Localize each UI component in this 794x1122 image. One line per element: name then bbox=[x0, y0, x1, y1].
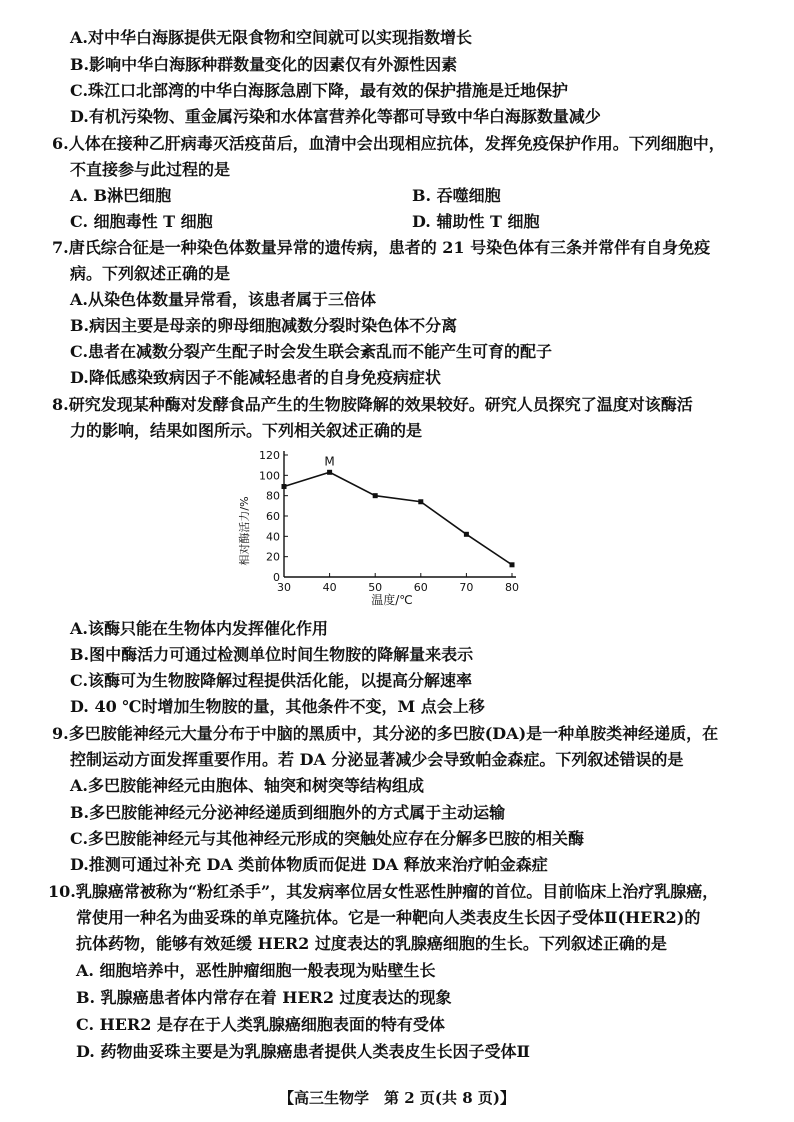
q10-option-a: A. 细胞培养中，恶性肿瘤细胞一般表现为贴壁生长 bbox=[76, 961, 436, 980]
data-point bbox=[373, 493, 378, 498]
y-tick-label: 0 bbox=[273, 571, 280, 584]
series-line bbox=[284, 472, 512, 565]
q7-option-b: B.病因主要是母亲的卵母细胞减数分裂时染色体不分离 bbox=[70, 316, 458, 335]
y-axis-label: 相对酶活力/% bbox=[238, 496, 251, 566]
x-tick-label: 60 bbox=[413, 581, 428, 594]
x-tick-label: 70 bbox=[459, 581, 474, 594]
enzyme-activity-chart bbox=[238, 445, 538, 610]
q10-option-c: C. HER2 是存在于人类乳腺癌细胞表面的特有受体 bbox=[76, 1015, 445, 1034]
q5-option-b: B.影响中华白海豚种群数量变化的因素仅有外源性因素 bbox=[70, 55, 458, 74]
y-tick-label: 40 bbox=[266, 530, 280, 544]
q9-option-b: B.多巴胺能神经元分泌神经递质到细胞外的方式属于主动运输 bbox=[70, 803, 506, 822]
q8-stem-line-1: 8.研究发现某种酶对发酵食品产生的生物胺降解的效果较好。研究人员探究了温度对该酶活 bbox=[52, 395, 693, 414]
y-tick-label: 100 bbox=[259, 469, 280, 483]
q7-option-c: C.患者在减数分裂产生配子时会发生联会紊乱而不能产生可育的配子 bbox=[70, 342, 553, 361]
q10-stem-line-3: 抗体药物，能够有效延缓 HER2 过度表达的乳腺癌细胞的生长。下列叙述正确的是 bbox=[76, 934, 667, 953]
q9-option-a: A.多巴胺能神经元由胞体、轴突和树突等结构组成 bbox=[70, 776, 424, 795]
q7-stem-line-2: 病。下列叙述正确的是 bbox=[70, 264, 231, 283]
page-footer: 【高三生物学 第 2 页(共 8 页)】 bbox=[279, 1089, 515, 1107]
data-point bbox=[464, 532, 469, 537]
x-tick-label: 50 bbox=[368, 581, 383, 594]
q6-option-c: C. 细胞毒性 T 细胞 bbox=[70, 212, 213, 231]
x-tick-label: 40 bbox=[322, 581, 337, 594]
chart-points bbox=[282, 470, 515, 568]
data-point bbox=[418, 499, 423, 504]
q7-option-d: D.降低感染致病因子不能减轻患者的自身免疫病症状 bbox=[70, 368, 441, 387]
q6-option-b: B. 吞噬细胞 bbox=[412, 186, 501, 205]
y-tick-label: 80 bbox=[266, 489, 280, 503]
q9-stem-line-1: 9.多巴胺能神经元大量分布于中脑的黑质中，其分泌的多巴胺(DA)是一种单胺类神经递质，在 bbox=[52, 724, 719, 743]
y-tick-label: 60 bbox=[266, 510, 280, 523]
q6-option-a: A. B淋巴细胞 bbox=[70, 186, 172, 205]
data-point bbox=[282, 484, 287, 489]
annotation-m-label: M bbox=[324, 454, 335, 469]
q8-option-d: D. 40 ℃时增加生物胺的量，其他条件不变，M 点会上移 bbox=[70, 697, 485, 716]
x-tick-label: 30 bbox=[277, 581, 291, 594]
q6-option-d: D. 辅助性 T 细胞 bbox=[412, 212, 540, 231]
x-axis-label: 温度/℃ bbox=[371, 593, 413, 607]
q9-stem-line-2: 控制运动方面发挥重要作用。若 DA 分泌显著减少会导致帕金森症。下列叙述错误的是 bbox=[70, 750, 684, 769]
q5-option-c: C.珠江口北部湾的中华白海豚急剧下降，最有效的保护措施是迁地保护 bbox=[70, 81, 569, 100]
chart-ticks bbox=[259, 449, 519, 594]
q8-stem-line-2: 力的影响，结果如图所示。下列相关叙述正确的是 bbox=[70, 421, 423, 440]
q6-stem-line-2: 不直接参与此过程的是 bbox=[70, 160, 231, 179]
q8-option-c: C.该酶可为生物胺降解过程提供活化能，以提高分解速率 bbox=[70, 671, 473, 690]
q8-option-a: A.该酶只能在生物体内发挥催化作用 bbox=[70, 619, 328, 638]
data-point bbox=[510, 562, 515, 567]
q10-stem-line-1: 10.乳腺癌常被称为“粉红杀手”，其发病率位居女性恶性肿瘤的首位。目前临床上治疗乳腺癌， bbox=[48, 882, 719, 901]
x-tick-label: 80 bbox=[505, 581, 519, 594]
y-tick-label: 20 bbox=[266, 550, 280, 564]
q10-stem-line-2: 常使用一种名为曲妥珠的单克隆抗体。它是一种靶向人类表皮生长因子受体Ⅱ(HER2)的 bbox=[76, 908, 701, 927]
q5-option-d: D.有机污染物、重金属污染和水体富营养化等都可导致中华白海豚数量减少 bbox=[70, 107, 601, 126]
q6-stem-line-1: 6.人体在接种乙肝病毒灭活疫苗后，血清中会出现相应抗体，发挥免疫保护作用。下列细胞中， bbox=[52, 134, 725, 153]
q10-option-b: B. 乳腺癌患者体内常存在着 HER2 过度表达的现象 bbox=[76, 988, 452, 1007]
data-point bbox=[327, 470, 332, 475]
q9-option-c: C.多巴胺能神经元与其他神经元形成的突触处应存在分解多巴胺的相关酶 bbox=[70, 829, 585, 848]
q5-option-a: A.对中华白海豚提供无限食物和空间就可以实现指数增长 bbox=[70, 28, 472, 47]
chart-axes bbox=[284, 451, 516, 577]
q10-option-d: D. 药物曲妥珠主要是为乳腺癌患者提供人类表皮生长因子受体Ⅱ bbox=[76, 1042, 530, 1061]
y-tick-label: 120 bbox=[259, 449, 280, 462]
q7-option-a: A.从染色体数量异常看，该患者属于三倍体 bbox=[70, 290, 376, 309]
q8-option-b: B.图中酶活力可通过检测单位时间生物胺的降解量来表示 bbox=[70, 645, 474, 664]
q7-stem-line-1: 7.唐氏综合征是一种染色体数量异常的遗传病，患者的 21 号染色体有三条并常伴有自身免疫 bbox=[52, 238, 711, 257]
q9-option-d: D.推测可通过补充 DA 类前体物质而促进 DA 释放来治疗帕金森症 bbox=[70, 855, 548, 874]
